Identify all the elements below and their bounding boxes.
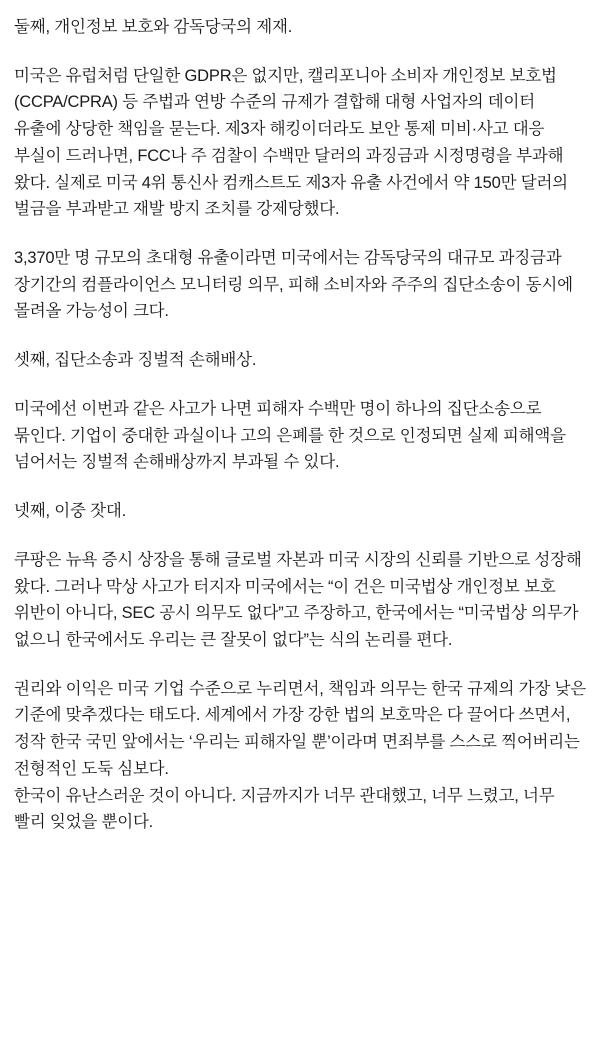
paragraph-coupang-listing: 쿠팡은 뉴욕 증시 상장을 통해 글로벌 자본과 미국 시장의 신뢰를 기반으로 성장해 왔다. 그러나 막상 사고가 터지자 미국에서는 “이 건은 미국법상 개인정보 보호 위반이 아니다, SEC 공시 의무도 없다”고 주장하고, 한국에서는 “미국법상 의무가 없으니 한국에서도 우리는 큰 잘못이 없다”는 식의 논리를 편다. (14, 550, 582, 649)
paragraph-us-regulation: 미국은 유럽처럼 단일한 GDPR은 없지만, 캘리포니아 소비자 개인정보 보호법(CCPA/CPRA) 등 주법과 연방 수준의 규제가 결합해 대형 사업자의 데이터 유출에 상당한 책임을 묻는다. 제3자 해킹이더라도 보안 통제 미비·사고 대응 부실이 드러나면, FCC나 주 검찰이 수백만 달러의 과징금과 시정명령을 부과해 왔다. 실제로 미국 4위 통신사 컴캐스트도 제3자 유출 사건에서 약 150만 달러의 벌금을 부과받고 재발 방지 조치를 강제당했다. (14, 66, 568, 219)
paragraph-double-standard: 권리와 이익은 미국 기업 수준으로 누리면서, 책임과 의무는 한국 규제의 가장 낮은 기준에 맞추겠다는 태도다. 세계에서 가장 강한 법의 보호막은 다 끌어다 쓰면서, 정작 한국 국민 앞에서는 ‘우리는 피해자일 뿐’이라며 면죄부를 스스로 찍어버리는 전형적인 도둑 심보다. (14, 679, 586, 778)
section-heading-third: 셋째, 집단소송과 징벌적 손해배상. (14, 351, 257, 370)
section-heading-second: 둘째, 개인정보 보호와 감독당국의 제재. (14, 18, 293, 36)
section-heading-fourth: 넷째, 이중 잣대. (14, 502, 126, 521)
paragraph-breach-scale: 3,370만 명 규모의 초대형 유출이라면 미국에서는 감독당국의 대규모 과징금과 장기간의 컴플라이언스 모니터링 의무, 피해 소비자와 주주의 집단소송이 동시에 몰려올 가능성이 크다. (14, 249, 573, 321)
paragraph-closing: 한국이 유난스러운 것이 아니다. 지금까지가 너무 관대했고, 너무 느렸고, 너무 빨리 잊었을 뿐이다. (14, 786, 555, 832)
paragraph-class-action: 미국에선 이번과 같은 사고가 나면 피해자 수백만 명이 하나의 집단소송으로 묶인다. 기업이 중대한 과실이나 고의 은폐를 한 것으로 인정되면 실제 피해액을 넘어서는 징벌적 손해배상까지 부과될 수 있다. (14, 399, 566, 472)
